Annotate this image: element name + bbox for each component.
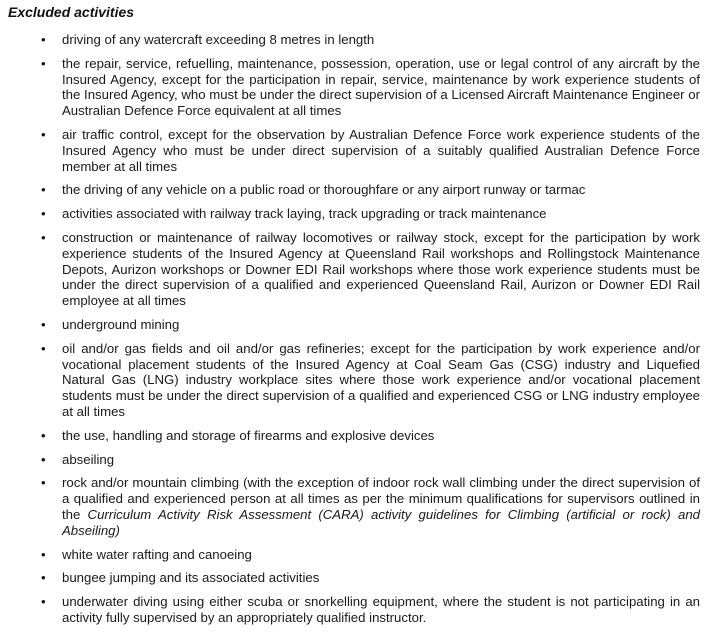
list-item bbox=[8, 32, 700, 48]
list-item-text: bungee jumping and its associated activities bbox=[62, 570, 320, 586]
list-item bbox=[8, 341, 700, 420]
list-item-text: rock and/or mountain climbing (with the exception of indoor rock wall climbing under the direct supervision of a qualified and experienced person at all times as per the minimum qualifications for supervisors outlined in the bbox=[62, 475, 700, 522]
bullet-icon: • bbox=[41, 182, 46, 198]
bullet-icon: • bbox=[41, 340, 46, 356]
bullet-icon: • bbox=[41, 594, 46, 610]
cara-guidelines-reference: Curriculum Activity Risk Assessment (CARA) activity guidelines for Climbing (artificial or rock) and Abseiling) bbox=[62, 506, 700, 538]
list-item bbox=[8, 452, 700, 468]
list-item bbox=[8, 206, 700, 222]
list-item-text: the driving of any vehicle on a public road or thoroughfare or any airport runway or tarmac bbox=[62, 182, 586, 198]
list-item bbox=[8, 317, 700, 333]
list-item bbox=[8, 428, 700, 444]
list-item-text: air traffic control, except for the observation by Australian Defence Force work experience students of the Insured Agency who must be under direct supervision of a suitably qualified Australian Defence Force member at all times bbox=[62, 126, 700, 174]
list-item-text: underground mining bbox=[62, 316, 180, 332]
bullet-icon: • bbox=[41, 570, 46, 586]
bullet-icon: • bbox=[41, 546, 46, 562]
list-item-text: activities associated with railway track laying, track upgrading or track maintenance bbox=[62, 206, 547, 222]
list-item bbox=[8, 182, 700, 198]
page-title: Excluded activities bbox=[8, 4, 135, 20]
bullet-icon: • bbox=[41, 475, 46, 491]
list-item-text: abseiling bbox=[62, 451, 115, 467]
list-item bbox=[8, 230, 700, 309]
bullet-icon: • bbox=[41, 55, 46, 71]
excluded-activities-list bbox=[8, 32, 700, 626]
list-item bbox=[8, 570, 700, 586]
list-item-text: the use, handling and storage of firearms and explosive devices bbox=[62, 427, 435, 443]
bullet-icon: • bbox=[41, 126, 46, 142]
list-item bbox=[8, 127, 700, 174]
list-item bbox=[8, 475, 700, 538]
list-item bbox=[8, 594, 700, 626]
bullet-icon: • bbox=[41, 206, 46, 222]
bullet-icon: • bbox=[41, 32, 46, 47]
bullet-icon: • bbox=[41, 316, 46, 332]
list-item-text: oil and/or gas fields and oil and/or gas refineries; except for the participation by work experience and/or vocational placement students of the Insured Agency at Coal Seam Gas (CSG) industry and Liquefied Natural Gas (LNG) industry workplace sites where those work experience and/or vocational placement students must be under the direct supervision of a qualified and experienced CSG or LNG industry employee at all times bbox=[62, 340, 700, 419]
list-item-text: underwater diving using either scuba or snorkelling equipment, where the student is not participating in an activity fully supervised by an appropriately qualified instructor. bbox=[62, 594, 700, 625]
list-item-text: driving of any watercraft exceeding 8 metres in length bbox=[62, 32, 375, 47]
bullet-icon: • bbox=[41, 427, 46, 443]
list-item-text: white water rafting and canoeing bbox=[62, 546, 252, 562]
list-item-text: construction or maintenance of railway locomotives or railway stock, except for the participation by work experience students of the Insured Agency at Queensland Rail workshops and Rollingstock Maintenance Depots, Aurizon workshops or Downer EDI Rail workshops where those work experience students must be under the direct supervision of a qualified and experienced Queensland Rail, Aurizon or Downer EDI Rail employee at all times bbox=[62, 229, 700, 309]
list-item-text: the repair, service, refuelling, maintenance, possession, operation, use or legal control of any aircraft by the Insured Agency, except for the participation in repair, service, maintenance by work experience students of the Insured Agency, who must be under the direct supervision of a Licensed Aircraft Maintenance Engineer or Australian Defence Force equivalent at all times bbox=[62, 55, 700, 119]
bullet-icon: • bbox=[41, 451, 46, 467]
list-item bbox=[8, 547, 700, 563]
bullet-icon: • bbox=[41, 229, 46, 245]
list-item bbox=[8, 56, 700, 119]
